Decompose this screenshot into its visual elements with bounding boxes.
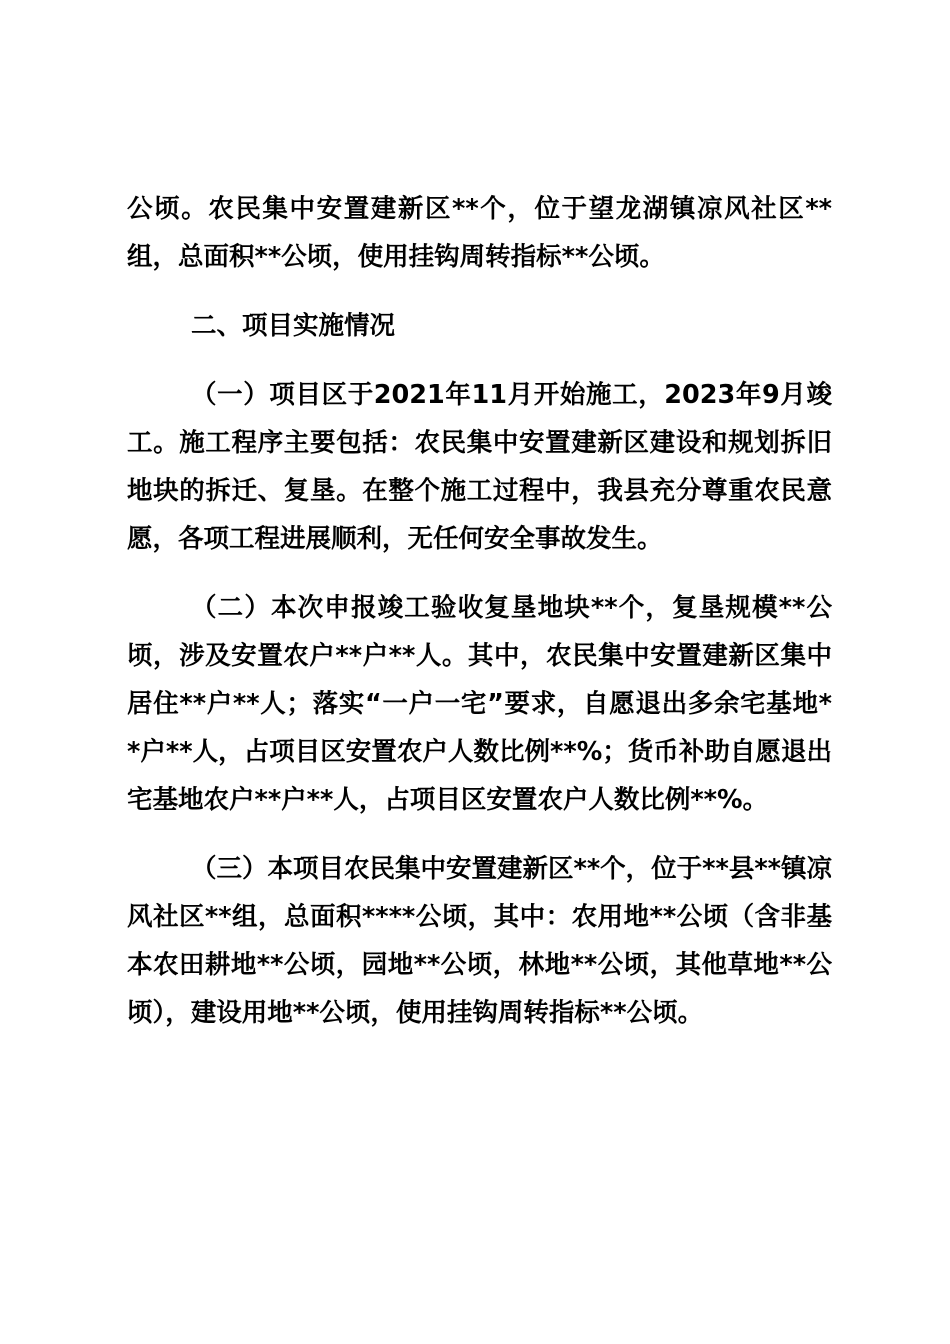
- text-line: 宅基地农户**户**人，占项目区安置农户人数比例**%。: [127, 785, 769, 815]
- text-line: （三）本项目农民集中安置建新区**个，位于**县**镇凉: [191, 854, 833, 884]
- text-line: 居住**户**人；落实“一户一宅”要求，自愿退出多余宅基地*: [127, 689, 832, 719]
- text-line: 风社区**组，总面积****公顷，其中：农用地**公顷（含非基: [127, 902, 832, 932]
- section-heading: 二、项目实施情况: [191, 311, 396, 341]
- text-line: 愿，各项工程进展顺利，无任何安全事故发生。: [127, 524, 663, 554]
- document-body: [127, 185, 832, 1037]
- text-line: （一）项目区于2021年11月开始施工，2023年9月竣: [191, 380, 832, 410]
- paragraph-land-summary: [127, 185, 832, 281]
- text-line: 地块的拆迁、复垦。在整个施工过程中，我县充分尊重农民意: [127, 476, 832, 506]
- text-line: （二）本次申报竣工验收复垦地块**个，复垦规模**公: [191, 593, 832, 623]
- paragraph-construction: [127, 371, 832, 563]
- text-line: *户**人，占项目区安置农户人数比例**%；货币补助自愿退出: [127, 737, 832, 767]
- paragraph-reclamation: [127, 584, 832, 824]
- paragraph-new-area: [127, 845, 832, 1037]
- text-line: 本农田耕地**公顷，园地**公顷，林地**公顷，其他草地**公: [127, 950, 832, 980]
- text-line: 组，总面积**公顷，使用挂钩周转指标**公顷。: [127, 242, 665, 272]
- text-line: 工。施工程序主要包括：农民集中安置建新区建设和规划拆旧: [127, 428, 832, 458]
- text-line: 顷），建设用地**公顷，使用挂钩周转指标**公顷。: [127, 998, 704, 1028]
- text-line: 顷，涉及安置农户**户**人。其中，农民集中安置建新区集中: [127, 641, 832, 671]
- text-line: 公顷。农民集中安置建新区**个，位于望龙湖镇凉风社区**: [127, 194, 832, 224]
